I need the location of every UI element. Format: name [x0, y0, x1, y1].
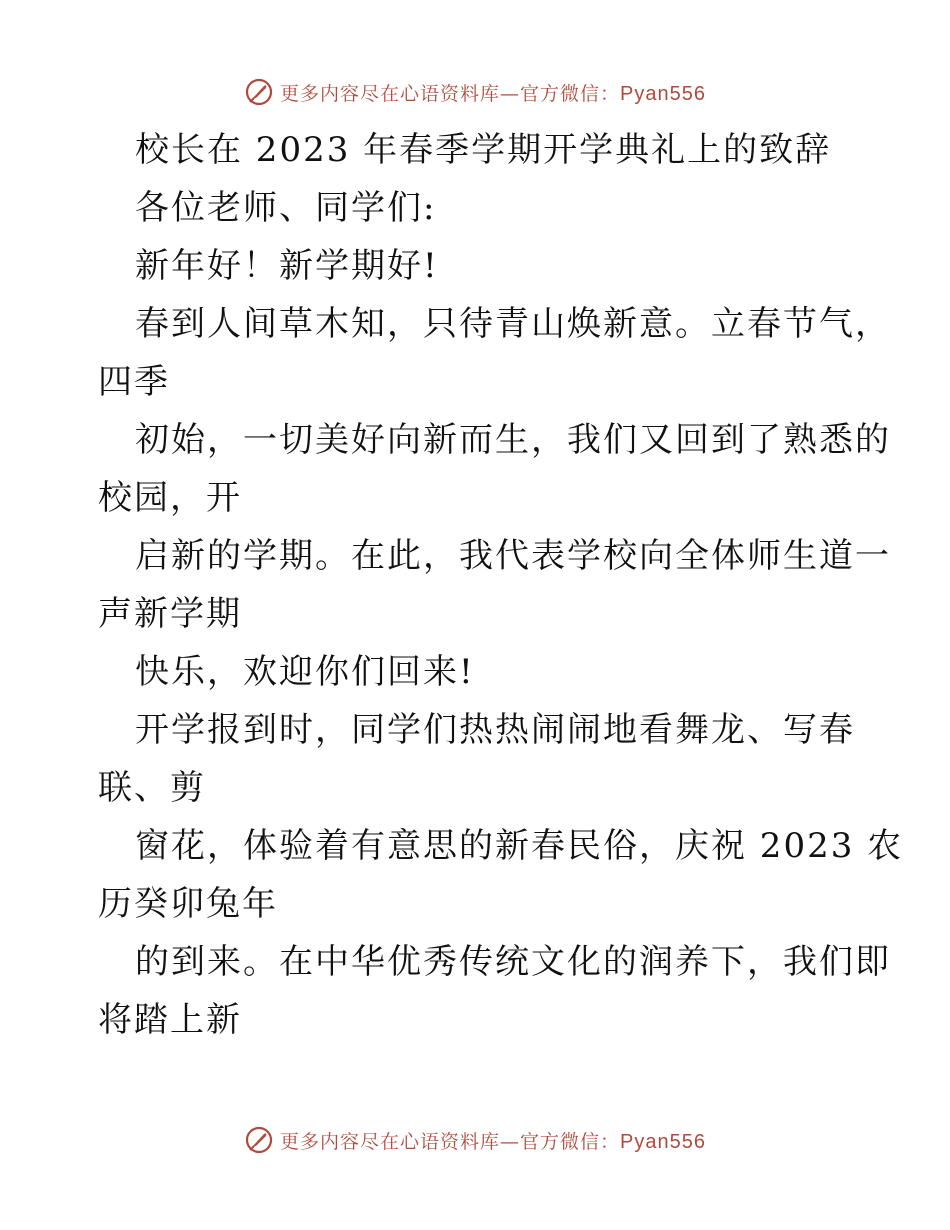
text-line: 启新的学期。在此，我代表学校向全体师生道一	[135, 536, 891, 576]
text-line: 历癸卯兔年	[98, 884, 278, 924]
watermark-text	[280, 1127, 706, 1154]
watermark-dash: —	[500, 1130, 521, 1153]
text-line: 将踏上新	[98, 1000, 242, 1040]
text-line: 各位老师、同学们:	[135, 188, 437, 228]
quill-pen-icon	[244, 1125, 274, 1155]
quill-pen-icon	[244, 77, 274, 107]
text-line: 快乐，欢迎你们回来!	[135, 652, 475, 692]
header-watermark	[0, 72, 950, 112]
watermark-wechat-id: Pyan556	[620, 82, 706, 105]
text-line: 窗花，体验着有意思的新春民俗，庆祝 2023 农	[135, 826, 904, 866]
watermark-wechat-id: Pyan556	[620, 1130, 706, 1153]
text-line: 开学报到时，同学们热热闹闹地看舞龙、写春	[135, 710, 855, 750]
text-line: 校园，开	[98, 478, 242, 518]
watermark-site-name: 更多内容尽在心语资料库	[280, 1130, 501, 1153]
watermark-site-name: 更多内容尽在心语资料库	[280, 82, 501, 105]
text-line: 春到人间草木知，只待青山焕新意。立春节气，	[135, 304, 891, 344]
document-title: 校长在 2023 年春季学期开学典礼上的致辞	[135, 130, 832, 170]
footer-watermark	[0, 1120, 950, 1160]
text-line: 四季	[98, 362, 170, 402]
text-line: 初始，一切美好向新而生，我们又回到了熟悉的	[135, 420, 891, 460]
watermark-text	[280, 79, 706, 106]
text-line: 声新学期	[98, 594, 242, 634]
text-line: 的到来。在中华优秀传统文化的润养下，我们即	[135, 942, 891, 982]
text-line: 新年好！新学期好!	[135, 246, 439, 286]
text-line: 联、剪	[98, 768, 206, 808]
watermark-wechat-label: 官方微信：	[520, 1130, 621, 1153]
watermark-wechat-label: 官方微信：	[520, 82, 621, 105]
watermark-dash: —	[500, 82, 521, 105]
